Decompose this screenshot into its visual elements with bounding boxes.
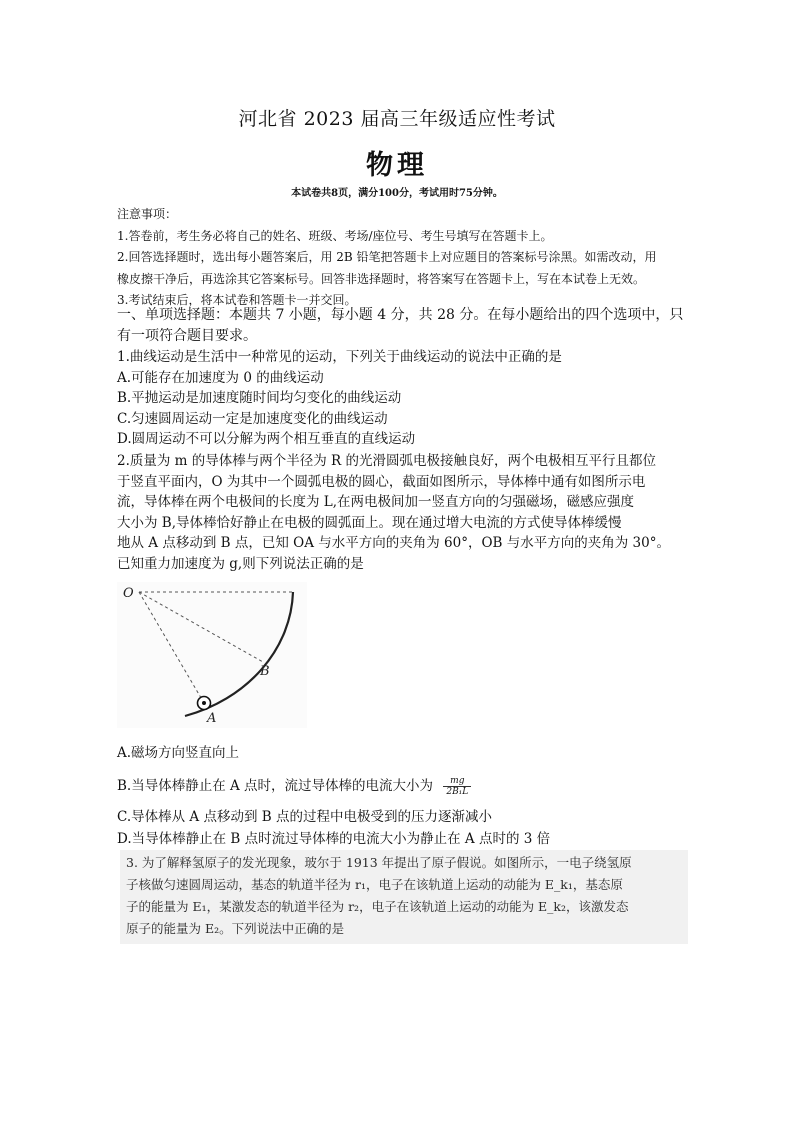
option-b-fraction [443,776,471,797]
subject-title: 物理 [366,150,428,181]
label-b: B [260,664,270,679]
question-2-line-5: 地从 A 点移动到 B 点，已知 OA 与水平方向的夹角为 60°，OB 与水平方向的夹角为 30°。 [117,535,670,551]
section-1-line-2: 有一项符合题目要求。 [117,327,257,344]
question-3-line-2: 子核做匀速圆周运动，基态的轨道半径为 r₁，电子在该轨道上运动的动能为 E_k₁，基态原 [126,877,623,892]
notice-heading: 注意事项： [117,207,178,221]
section-1-line-1: 一、单项选择题：本题共 7 小题，每小题 4 分，共 28 分。在每小题给出的四个选项中，只 [117,307,684,323]
question-2-line-3: 流，导体棒在两个电极间的长度为 L,在两电极间加一竖直方向的匀强磁场，磁感应强度 [117,494,635,510]
exam-title: 河北省 2023 届高三年级适应性考试 [238,108,556,130]
question-1-option-c: C.匀速圆周运动一定是加速度变化的曲线运动 [117,410,388,427]
notice-item-2-cont: 橡皮擦干净后，再选涂其它答案标号。回答非选择题时，将答案写在答题卡上，写在本试卷上无效。 [117,271,646,286]
question-3-line-1: 3. 为了解释氢原子的发光现象，玻尔于 1913 年提出了原子假说。如图所示，一电子绕氢原 [126,855,632,870]
question-1-option-a: A.可能存在加速度为 0 的曲线运动 [117,369,324,386]
question-2-line-6: 已知重力加速度为 g,则下列说法正确的是 [117,555,364,572]
exam-meta: 本试卷共8页，满分100分，考试用时75分钟。 [291,188,503,199]
question-1-stem: 1.曲线运动是生活中一种常见的运动，下列关于曲线运动的说法中正确的是 [117,349,562,365]
notice-item-1: 1.答卷前，考生务必将自己的姓名、班级、考场/座位号、考生号填写在答题卡上。 [117,228,553,243]
label-o: O [123,586,134,601]
question-1-option-d: D.圆周运动不可以分解为两个相互垂直的直线运动 [117,431,416,447]
question-2-option-a: A.磁场方向竖直向上 [117,745,240,761]
notice-item-3: 3.考试结束后，将本试卷和答题卡一并交回。 [117,293,357,307]
question-3-line-3: 子的能量为 E₁，某激发态的轨道半径为 r₂，电子在该轨道上运动的动能为 E_k₂，该激发态 [126,899,629,914]
question-1-option-b: B.平抛运动是加速度随时间均匀变化的曲线运动 [117,390,402,406]
question-2-option-b [117,774,471,797]
question-2-line-1: 2.质量为 m 的导体棒与两个半径为 R 的光滑圆弧电极接触良好，两个电极相互平行且都位 [117,453,657,469]
question-2-line-2: 于竖直平面内，O 为其中一个圆弧电极的圆心，截面如图所示，导体棒中通有如图所示电 [117,473,646,490]
notice-section [117,204,687,312]
question-2-line-4: 大小为 B,导体棒恰好静止在电极的圆弧面上。现在通过增大电流的方式使导体棒缓慢 [117,514,622,531]
fraction-denominator: 2B₁L [446,787,469,797]
question-2-stem [117,451,687,574]
question-1 [117,347,687,450]
section-1-intro [117,305,687,346]
question-2-option-c: C.导体棒从 A 点移动到 B 点的过程中电极受到的压力逐渐减小 [117,809,492,825]
question-2-option-b-text: B.当导体棒静止在 A 点时，流过导体棒的电流大小为 [117,778,434,794]
current-out-dot-icon [202,701,206,705]
label-a: A [207,711,217,726]
question-3-line-4: 原子的能量为 E₂。下列说法中正确的是 [126,921,345,936]
question-3 [120,850,688,944]
question-2-diagram [117,582,307,728]
question-2-option-d: D.当导体棒静止在 B 点时流过导体棒的电流大小为静止在 A 点时的 3 倍 [117,831,551,847]
fraction-numerator: mg [443,776,471,787]
notice-item-2: 2.回答选择题时，选出每小题答案后，用 2B 铅笔把答题卡上对应题目的答案标号涂黑。如需改动，用 [117,250,657,264]
